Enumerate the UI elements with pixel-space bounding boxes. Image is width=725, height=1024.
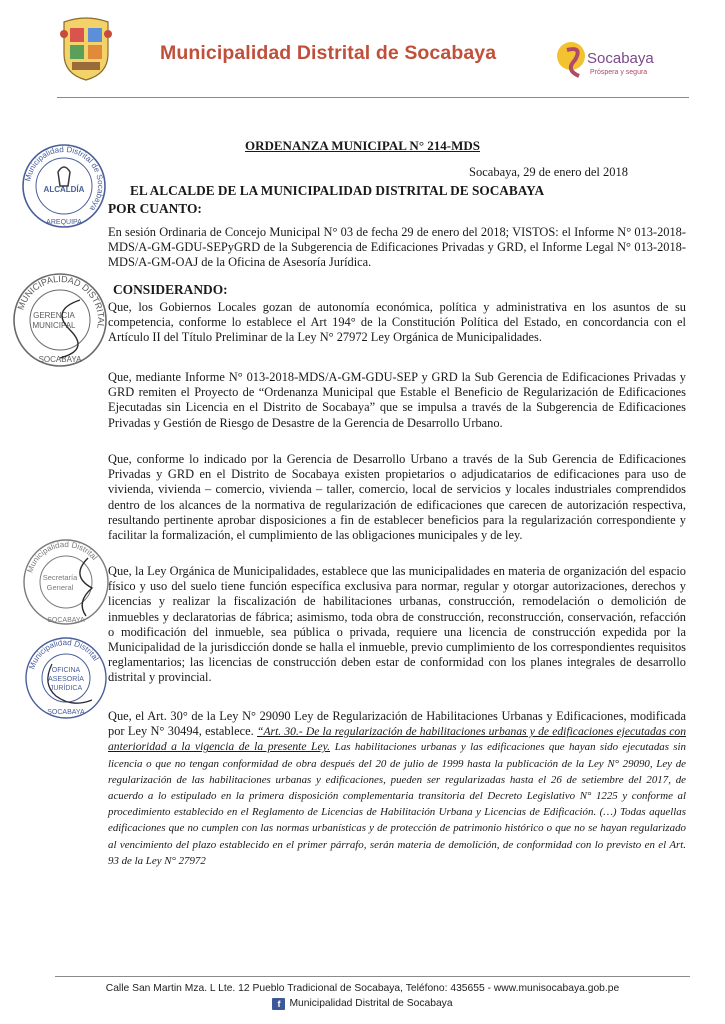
stamp-alcaldia — [20, 142, 108, 230]
stamp-gerencia-municipal — [10, 270, 110, 370]
svg-text:ALCALDÍA: ALCALDÍA — [43, 185, 85, 194]
svg-text:SOCABAYA: SOCABAYA — [47, 617, 85, 624]
svg-text:MUNICIPALIDAD DISTRITAL: MUNICIPALIDAD DISTRITAL — [15, 273, 107, 330]
svg-text:ASESORÍA: ASESORÍA — [48, 676, 84, 683]
alcalde-heading: EL ALCALDE DE LA MUNICIPALIDAD DISTRITAL DE SOCABAYA — [130, 183, 545, 198]
footer-address: Calle San Martin Mza. L Lte. 12 Pueblo Tradicional de Socabaya, Teléfono: 435655 - www.munisocabaya.gob.pe — [105, 983, 620, 994]
considerando-paragraph-2: Que, mediante Informe N° 013-2018-MDS/A-GM-GDU-SEP y GRD la Sub Gerencia de Edificaciones Privadas y GRD remiten el Proyecto de “Ordenanza Municipal que Estable el Beneficio de Regularización de Edificaciones Ejecutadas sin Licencia en el Distrito de Socabaya” que se impulsa a través de la Subgerencia de Edificaciones Privadas y Gestión de Riesgo de Desastre de la Gerencia de Desarrollo Urbano. — [108, 370, 686, 430]
svg-text:Municipalidad Distrital de Soc: Municipalidad Distrital de Socabaya — [23, 144, 106, 213]
svg-text:SOCABAYA: SOCABAYA — [38, 355, 82, 364]
header-divider — [57, 97, 689, 98]
considerando-paragraph-4: Que, la Ley Orgánica de Municipalidades, establece que las municipalidades en materia de organización del espacio físico y uso del suelo tiene función específica exclusiva para normar, regular y otorgar autorizaciones, derechos y licencias y realizar la fiscalización de habilitaciones urbanas, construcción, remodelación o demolición de inmuebles y declaratorias de fábrica; asimismo, toda obra de construcción, reconstrucción, conservación, refacción o modificación del inmueble, sea pública o privada, requiere una licencia de construcción expedida por la Municipalidad de la jurisdicción donde se halla el inmueble, previo cumplimiento de los correspondientes requisitos reglamentarios; las licencias de construcción deben estar de conformidad con los planes integrales de desarrollo distrital y provincial. — [108, 564, 686, 685]
considerando-paragraph-5 — [108, 709, 686, 869]
svg-text:JURÍDICA: JURÍDICA — [49, 685, 83, 692]
svg-text:SOCABAYA: SOCABAYA — [47, 709, 85, 716]
svg-text:MUNICIPAL: MUNICIPAL — [32, 321, 76, 330]
municipal-crest-logo — [58, 14, 114, 82]
facebook-icon: f — [272, 998, 285, 1010]
stamp-secretaria-general — [20, 536, 112, 628]
logo-subtext: Próspera y segura — [590, 69, 648, 76]
svg-text:AREQUIPA: AREQUIPA — [46, 219, 82, 226]
footer-facebook-label: Municipalidad Distrital de Socabaya — [289, 998, 453, 1009]
document-date: Socabaya, 29 de enero del 2018 — [469, 165, 628, 179]
header-title: Municipalidad Distrital de Socabaya — [160, 42, 497, 64]
considerando-heading: CONSIDERANDO: — [113, 282, 228, 297]
footer-divider — [55, 976, 690, 977]
article-30-quote-title: “Art. 30.- De la regularización de habilitaciones urbanas y de edificaciones ejecutadas con anterioridad a la vigencia de la presente Ley. — [108, 725, 686, 754]
document-title: ORDENANZA MUNICIPAL N° 214-MDS — [245, 138, 480, 153]
svg-text:Municipalidad Distrital: Municipalidad Distrital — [27, 637, 101, 671]
socabaya-logo — [553, 36, 673, 86]
article-30-quote-body: Las habilitaciones urbanas y las edificaciones que hayan sido ejecutadas sin licencia o que no tengan conformidad de obra después del 20 de julio de 1999 hasta la publicación de la Ley N° 29090, Ley de regularización de las habilitaciones urbanas y edificaciones, pueden ser regularizadas hasta el 26 de setiembre del 2017, de acuerdo a lo estipulado en la primera disposición complementaria transitoria del Decreto Legislativo N° 1225 y conforme al procedimiento establecido en el Reglamento de Licencias de Habilitación Urbana y Licencias de Edificación. (…) Todas aquellas edificaciones que no cumplen con las normas urbanísticas y de protección de patrimonio histórico o que no se hayan regularizado al vencimiento del plazo establecido en el primer párrafo, serán materia de demolición, de conformidad con lo previsto en el Art. 93 de la Ley N° 27972 — [108, 741, 686, 867]
svg-text:Municipalidad Distrital: Municipalidad Distrital — [25, 539, 100, 574]
considerando-paragraph-1: Que, los Gobiernos Locales gozan de autonomía económica, política y administrativa en los asuntos de su competencia, conforme lo establece el Art 194° de la Constitución Política del Estado, en concordancia con el Artículo II del Título Preliminar de la Ley N° 27972 Ley Orgánica de Municipalidades. — [108, 300, 686, 345]
considerando-paragraph-3: Que, conforme lo indicado por la Gerencia de Desarrollo Urbano a través de la Sub Gerencia de Edificaciones Privadas y GRD en el Distrito de Socabaya existen propietarios o adjudicatarios de edificaciones para uso de vivienda, vivienda – comercio, vivienda – taller, comercio, local de servicios y locales industriales comprendidos dentro de los alcances de la normativa de regularización de edificaciones que carecen de autorización respectiva, resultando pertinente aprobar disposiciones a fin de establecer beneficios para la regularización correspondiente y facilitar la formalización, el cumplimiento de las obligaciones municipales y de ley. — [108, 452, 686, 543]
por-cuanto-paragraph: En sesión Ordinaria de Concejo Municipal N° 03 de fecha 29 de enero del 2018; VISTOS: el Informe N° 013-2018-MDS/A-GM-GDU-SEPyGRD de la Subgerencia de Edificaciones Privadas y GRD, el Informe Legal N° 013-2018-MDS/A-GM-OAJ de la Oficina de Asesoría Jurídica. — [108, 225, 686, 270]
svg-text:OFICINA: OFICINA — [51, 667, 81, 674]
footer-facebook — [0, 998, 725, 1010]
svg-text:General: General — [46, 583, 74, 592]
logo-text: Socabaya — [587, 50, 654, 67]
stamp-asesoria-juridica — [22, 634, 110, 722]
svg-text:Secretaría: Secretaría — [42, 573, 78, 582]
svg-text:GERENCIA: GERENCIA — [33, 311, 75, 320]
considerando-5-intro: Que, el Art. 30° de la Ley N° 29090 Ley de Regularización de Habilitaciones Urbanas y Edificaciones, modificada por Ley N° 30494, establece. — [108, 709, 686, 739]
por-cuanto-heading: POR CUANTO: — [108, 201, 202, 216]
